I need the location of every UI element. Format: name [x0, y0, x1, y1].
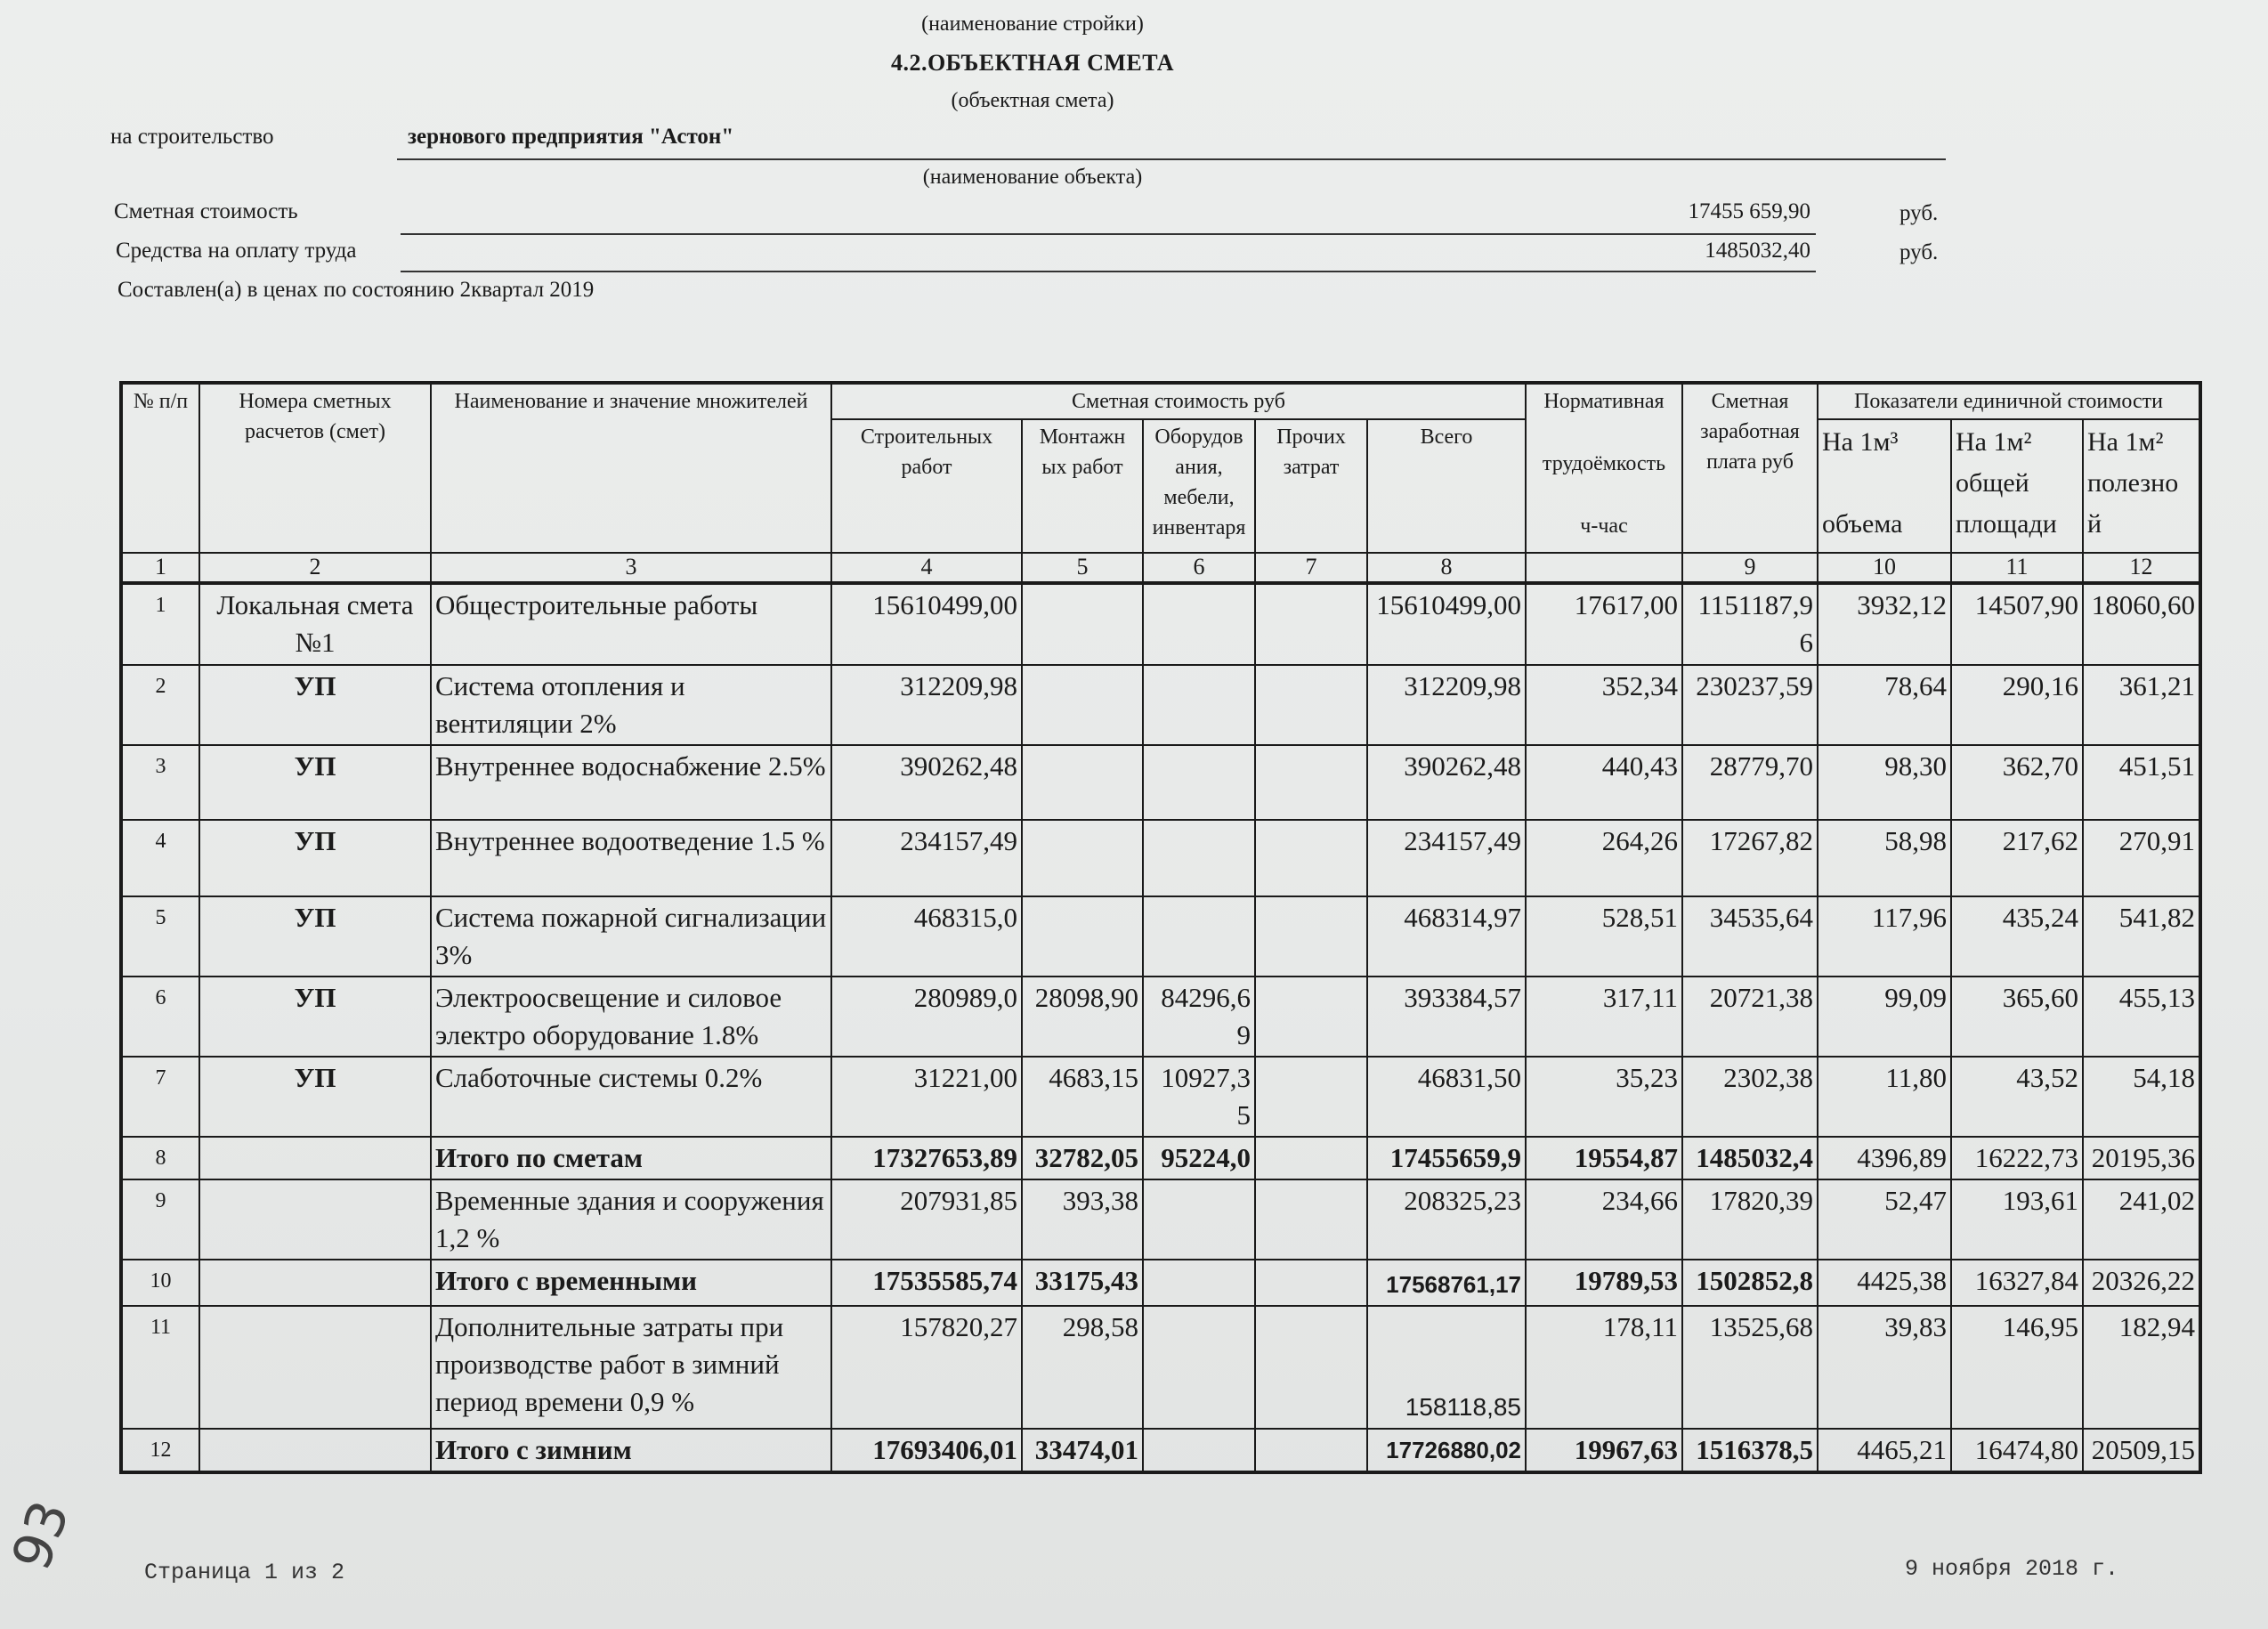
equipment-cost [1143, 745, 1255, 820]
per-m2-total: 16222,73 [1951, 1137, 2083, 1179]
row-number: 4 [121, 820, 199, 896]
labor-hours: 440,43 [1526, 745, 1682, 820]
installation-cost: 28098,90 [1022, 977, 1143, 1057]
estimated-cost-label: Сметная стоимость [114, 199, 298, 223]
other-cost [1255, 820, 1367, 896]
labor-hours: 234,66 [1526, 1179, 1682, 1260]
estimate-code [199, 1429, 431, 1472]
colnum-6: 6 [1143, 553, 1255, 583]
row-number: 12 [121, 1429, 199, 1472]
row-name: Система отопления и вентиляции 2% [431, 665, 831, 745]
construction-cost: 207931,85 [831, 1179, 1022, 1260]
row-name: Итого с зимним [431, 1429, 831, 1472]
wages: 1502852,8 [1682, 1260, 1818, 1306]
equipment-cost: 84296,69 [1143, 977, 1255, 1057]
labor-hours: 19967,63 [1526, 1429, 1682, 1472]
colnum-11: 11 [1951, 553, 2083, 583]
labor-funds-underline [401, 271, 1816, 272]
other-cost [1255, 1057, 1367, 1137]
per-m2-useful: 455,13 [2083, 977, 2200, 1057]
total-cost: 468314,97 [1367, 896, 1526, 977]
per-m2-total: 146,95 [1951, 1306, 2083, 1429]
equipment-cost: 95224,0 [1143, 1137, 1255, 1179]
per-m2-total-header-line2: общей [1956, 468, 2029, 498]
estimate-code [199, 1260, 431, 1306]
row-number: 1 [121, 583, 199, 665]
installation-cost: 32782,05 [1022, 1137, 1143, 1179]
estimate-code: УП [199, 745, 431, 820]
col-wages-header: Сметная заработная плата руб [1682, 383, 1818, 553]
table-body [121, 583, 2200, 1472]
col-per-m2-total-header [1951, 419, 2083, 553]
estimated-cost-unit: руб. [1899, 201, 1939, 225]
labor-hours: 19554,87 [1526, 1137, 1682, 1179]
wages: 28779,70 [1682, 745, 1818, 820]
total-cost: 17455659,9 [1367, 1137, 1526, 1179]
colnum-5: 5 [1022, 553, 1143, 583]
construction-cost: 312209,98 [831, 665, 1022, 745]
per-m2-total: 16474,80 [1951, 1429, 2083, 1472]
table-row [121, 1260, 2200, 1306]
per-m2-useful: 20509,15 [2083, 1429, 2200, 1472]
equipment-cost [1143, 1306, 1255, 1429]
col-construction-header: Строительных работ [831, 419, 1022, 553]
total-cost: 17568761,17 [1367, 1260, 1526, 1306]
per-m3: 52,47 [1818, 1179, 1951, 1260]
col-per-m2-useful-header: На 1м² полезно й [2083, 419, 2200, 553]
construction-cost: 17535585,74 [831, 1260, 1022, 1306]
row-number: 2 [121, 665, 199, 745]
other-cost [1255, 1429, 1367, 1472]
per-m2-useful: 20195,36 [2083, 1137, 2200, 1179]
col-other-header: Прочих затрат [1255, 419, 1367, 553]
construction-caption: (наименование стройки) [921, 12, 1144, 36]
prices-label: Составлен(а) в ценах по состоянию 2квартал 2019 [117, 278, 595, 302]
per-m3-header-line1: На 1м³ [1822, 427, 1899, 457]
object-name: зернового предприятия "Астон" [408, 125, 734, 149]
per-m3: 3932,12 [1818, 583, 1951, 665]
table-row [121, 665, 2200, 745]
object-underline [397, 158, 1946, 160]
per-m3: 4425,38 [1818, 1260, 1951, 1306]
colnum-3: 3 [431, 553, 831, 583]
row-name: Электроосвещение и силовое электро оборудование 1.8% [431, 977, 831, 1057]
total-cost: 46831,50 [1367, 1057, 1526, 1137]
labor-funds-label: Средства на оплату труда [116, 239, 357, 263]
page-number: Страница 1 из 2 [144, 1560, 345, 1585]
row-name: Итого с временными [431, 1260, 831, 1306]
row-name: Внутреннее водоотведение 1.5 % [431, 820, 831, 896]
row-number: 6 [121, 977, 199, 1057]
unit-group-header: Показатели единичной стоимости [1818, 383, 2200, 419]
construction-cost: 280989,0 [831, 977, 1022, 1057]
wages: 230237,59 [1682, 665, 1818, 745]
construction-cost: 17693406,01 [831, 1429, 1022, 1472]
total-cost: 312209,98 [1367, 665, 1526, 745]
col-num-header: № п/п [121, 383, 199, 553]
per-m2-total: 435,24 [1951, 896, 2083, 977]
per-m3: 39,83 [1818, 1306, 1951, 1429]
other-cost [1255, 1260, 1367, 1306]
table-row [121, 820, 2200, 896]
equipment-cost [1143, 583, 1255, 665]
equipment-cost [1143, 1179, 1255, 1260]
row-number: 3 [121, 745, 199, 820]
wages: 17267,82 [1682, 820, 1818, 896]
labor-hours: 528,51 [1526, 896, 1682, 977]
table-row [121, 745, 2200, 820]
equipment-cost [1143, 1429, 1255, 1472]
row-number: 5 [121, 896, 199, 977]
col-installation-header: Монтажн ых работ [1022, 419, 1143, 553]
labor-hours: 19789,53 [1526, 1260, 1682, 1306]
equipment-cost: 10927,35 [1143, 1057, 1255, 1137]
per-m2-total: 217,62 [1951, 820, 2083, 896]
row-number: 10 [121, 1260, 199, 1306]
labor-header-line2: трудоёмкость [1542, 452, 1666, 475]
other-cost [1255, 1179, 1367, 1260]
construction-cost: 390262,48 [831, 745, 1022, 820]
estimate-code: УП [199, 820, 431, 896]
table-row [121, 1429, 2200, 1472]
table-row [121, 1137, 2200, 1179]
estimated-cost-underline [401, 233, 1816, 235]
labor-hours: 264,26 [1526, 820, 1682, 896]
colnum-blank [1526, 553, 1682, 583]
equipment-cost [1143, 820, 1255, 896]
total-cost: 158118,85 [1367, 1306, 1526, 1429]
header-row-1 [121, 383, 2200, 419]
construction-cost: 157820,27 [831, 1306, 1022, 1429]
wages: 34535,64 [1682, 896, 1818, 977]
labor-header-line3: ч-час [1580, 515, 1628, 538]
installation-cost [1022, 896, 1143, 977]
equipment-cost [1143, 896, 1255, 977]
per-m2-useful: 54,18 [2083, 1057, 2200, 1137]
wages: 1151187,96 [1682, 583, 1818, 665]
installation-cost [1022, 745, 1143, 820]
construction-cost: 15610499,00 [831, 583, 1022, 665]
estimate-table [119, 381, 2202, 1474]
per-m2-total: 43,52 [1951, 1057, 2083, 1137]
installation-cost: 33175,43 [1022, 1260, 1143, 1306]
per-m2-total-header-line3: площади [1956, 509, 2057, 539]
per-m3: 11,80 [1818, 1057, 1951, 1137]
estimate-code: Локальная смета №1 [199, 583, 431, 665]
per-m3: 4396,89 [1818, 1137, 1951, 1179]
per-m2-total: 193,61 [1951, 1179, 2083, 1260]
other-cost [1255, 583, 1367, 665]
estimated-cost-value: 17455 659,90 [1688, 199, 1810, 223]
labor-hours: 352,34 [1526, 665, 1682, 745]
total-cost: 390262,48 [1367, 745, 1526, 820]
per-m3: 58,98 [1818, 820, 1951, 896]
per-m2-total: 14507,90 [1951, 583, 2083, 665]
colnum-1: 1 [121, 553, 199, 583]
row-number: 8 [121, 1137, 199, 1179]
construction-cost: 31221,00 [831, 1057, 1022, 1137]
per-m3: 117,96 [1818, 896, 1951, 977]
table-row [121, 583, 2200, 665]
table-row [121, 977, 2200, 1057]
table-row [121, 896, 2200, 977]
handwritten-mark: 93 [0, 1493, 83, 1578]
total-cost: 15610499,00 [1367, 583, 1526, 665]
total-cost: 208325,23 [1367, 1179, 1526, 1260]
col-equipment-header: Оборудов ания, мебели, инвентаря [1143, 419, 1255, 553]
per-m2-useful: 20326,22 [2083, 1260, 2200, 1306]
row-name: Итого по сметам [431, 1137, 831, 1179]
per-m3-header-line2: объема [1822, 509, 1903, 539]
estimate-code: УП [199, 896, 431, 977]
equipment-cost [1143, 665, 1255, 745]
col-name-header: Наименование и значение множителей [431, 383, 831, 553]
installation-cost: 393,38 [1022, 1179, 1143, 1260]
col-per-m3-header [1818, 419, 1951, 553]
row-name: Дополнительные затраты при производстве работ в зимний период времени 0,9 % [431, 1306, 831, 1429]
colnum-10: 10 [1818, 553, 1951, 583]
labor-header-line1: Нормативная [1543, 390, 1665, 413]
wages: 2302,38 [1682, 1057, 1818, 1137]
colnum-8: 8 [1367, 553, 1526, 583]
other-cost [1255, 1137, 1367, 1179]
per-m3: 98,30 [1818, 745, 1951, 820]
construction-cost: 17327653,89 [831, 1137, 1022, 1179]
installation-cost: 298,58 [1022, 1306, 1143, 1429]
per-m2-useful: 451,51 [2083, 745, 2200, 820]
labor-hours: 178,11 [1526, 1306, 1682, 1429]
document-subtitle: (объектная смета) [951, 89, 1114, 112]
construction-cost: 468315,0 [831, 896, 1022, 977]
per-m2-useful: 270,91 [2083, 820, 2200, 896]
row-number: 7 [121, 1057, 199, 1137]
estimate-code [199, 1306, 431, 1429]
colnum-9: 9 [1682, 553, 1818, 583]
per-m2-useful: 18060,60 [2083, 583, 2200, 665]
per-m3: 99,09 [1818, 977, 1951, 1057]
column-numbers-row [121, 553, 2200, 583]
per-m2-total: 16327,84 [1951, 1260, 2083, 1306]
estimate-code: УП [199, 977, 431, 1057]
col-estimate-numbers-header: Номера сметных расчетов (смет) [199, 383, 431, 553]
construction-cost: 234157,49 [831, 820, 1022, 896]
per-m2-useful: 241,02 [2083, 1179, 2200, 1260]
per-m3: 4465,21 [1818, 1429, 1951, 1472]
table-row [121, 1057, 2200, 1137]
colnum-12: 12 [2083, 553, 2200, 583]
col-total-header: Всего [1367, 419, 1526, 553]
estimate-code [199, 1137, 431, 1179]
estimate-code: УП [199, 665, 431, 745]
colnum-2: 2 [199, 553, 431, 583]
per-m2-total: 362,70 [1951, 745, 2083, 820]
row-name: Внутреннее водоснабжение 2.5% [431, 745, 831, 820]
row-number: 9 [121, 1179, 199, 1260]
wages: 13525,68 [1682, 1306, 1818, 1429]
wages: 1485032,4 [1682, 1137, 1818, 1179]
col-labor-header [1526, 383, 1682, 553]
other-cost [1255, 745, 1367, 820]
per-m2-useful: 182,94 [2083, 1306, 2200, 1429]
row-name: Система пожарной сигнализации 3% [431, 896, 831, 977]
total-cost: 234157,49 [1367, 820, 1526, 896]
wages: 20721,38 [1682, 977, 1818, 1057]
installation-cost: 4683,15 [1022, 1057, 1143, 1137]
print-date: 9 ноября 2018 г. [1905, 1556, 2119, 1582]
row-name: Слаботочные системы 0.2% [431, 1057, 831, 1137]
colnum-7: 7 [1255, 553, 1367, 583]
object-caption: (наименование объекта) [922, 166, 1143, 189]
installation-cost [1022, 820, 1143, 896]
estimate-code: УП [199, 1057, 431, 1137]
table-row [121, 1306, 2200, 1429]
per-m3: 78,64 [1818, 665, 1951, 745]
per-m2-total: 290,16 [1951, 665, 2083, 745]
cost-group-header: Сметная стоимость руб [831, 383, 1526, 419]
installation-cost [1022, 665, 1143, 745]
per-m2-total-header-line1: На 1м² [1956, 427, 2032, 457]
for-construction-label: на строительство [110, 125, 274, 149]
other-cost [1255, 1306, 1367, 1429]
installation-cost: 33474,01 [1022, 1429, 1143, 1472]
table-row [121, 1179, 2200, 1260]
row-name: Общестроительные работы [431, 583, 831, 665]
labor-hours: 35,23 [1526, 1057, 1682, 1137]
row-name: Временные здания и сооружения 1,2 % [431, 1179, 831, 1260]
total-cost: 393384,57 [1367, 977, 1526, 1057]
per-m2-useful: 541,82 [2083, 896, 2200, 977]
other-cost [1255, 665, 1367, 745]
per-m2-useful: 361,21 [2083, 665, 2200, 745]
labor-funds-unit: руб. [1899, 240, 1939, 264]
colnum-4: 4 [831, 553, 1022, 583]
installation-cost [1022, 583, 1143, 665]
labor-hours: 317,11 [1526, 977, 1682, 1057]
equipment-cost [1143, 1260, 1255, 1306]
total-cost: 17726880,02 [1367, 1429, 1526, 1472]
other-cost [1255, 896, 1367, 977]
wages: 17820,39 [1682, 1179, 1818, 1260]
estimate-code [199, 1179, 431, 1260]
document-title: 4.2.ОБЪЕКТНАЯ СМЕТА [890, 50, 1175, 76]
labor-funds-value: 1485032,40 [1705, 239, 1810, 263]
labor-hours: 17617,00 [1526, 583, 1682, 665]
row-number: 11 [121, 1306, 199, 1429]
wages: 1516378,5 [1682, 1429, 1818, 1472]
per-m2-total: 365,60 [1951, 977, 2083, 1057]
other-cost [1255, 977, 1367, 1057]
